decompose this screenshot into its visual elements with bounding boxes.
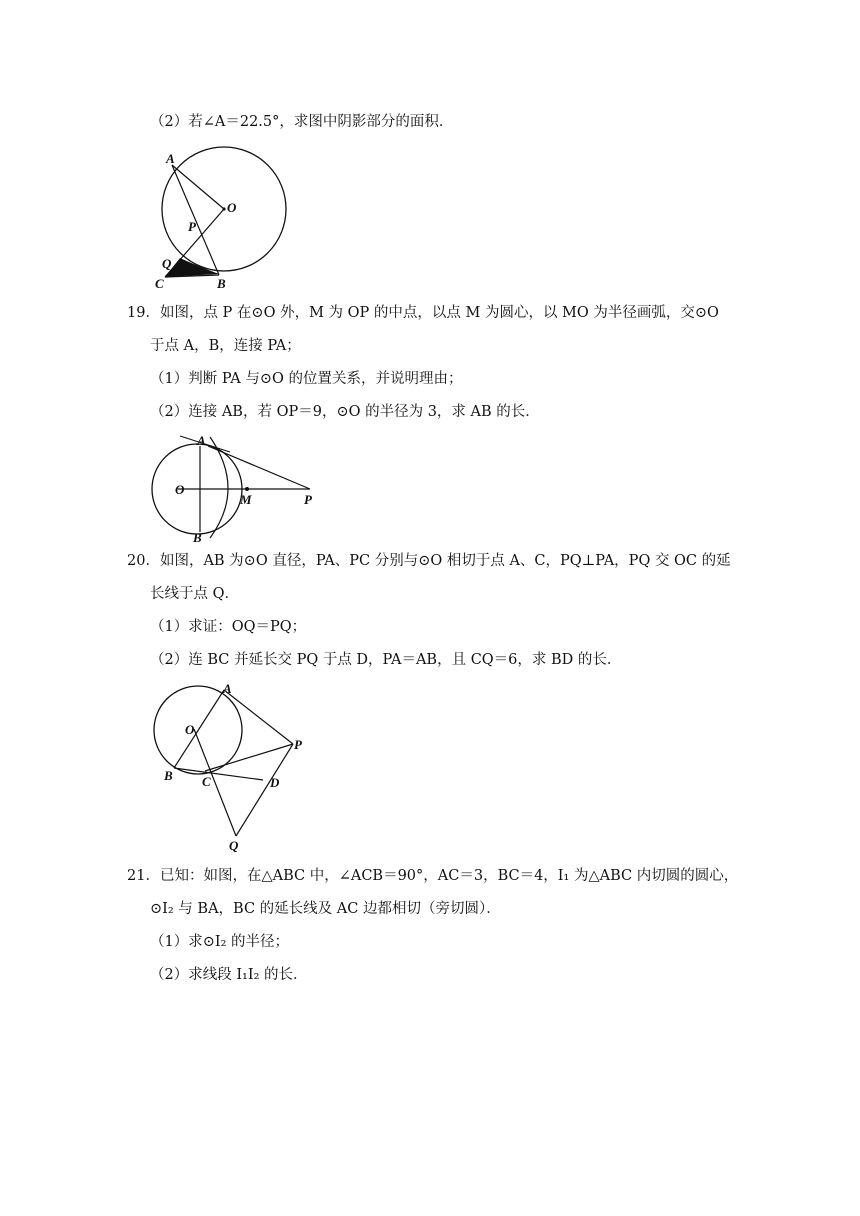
- q20-label-a: A: [223, 681, 232, 696]
- q20-part1: （1）求证：OQ＝PQ；: [150, 619, 307, 635]
- q20-label-q: Q: [229, 838, 239, 852]
- q18-label-o: O: [227, 200, 237, 215]
- q19-label-o: O: [175, 482, 185, 497]
- q20-part2: （2）连 BC 并延长交 PQ 于点 D，PA＝AB，且 CQ＝6，求 BD 的长．: [150, 652, 622, 668]
- q21-part2: （2）求线段 I₁I₂ 的长．: [150, 967, 308, 983]
- q19-part1: （1）判断 PA 与⊙O 的位置关系，并说明理由；: [150, 371, 463, 387]
- q18-figure: [150, 145, 295, 293]
- q20-stem-line2: 长线于点 Q．: [150, 586, 239, 602]
- q20-label-d: D: [270, 775, 280, 790]
- q18-label-b: B: [217, 276, 226, 291]
- q19-label-p: P: [304, 492, 312, 507]
- q19-label-b: B: [193, 530, 202, 544]
- q18-label-q: Q: [162, 256, 172, 271]
- q18-part2: （2）若∠A＝22.5°，求图中阴影部分的面积．: [150, 114, 454, 130]
- q18-label-c: C: [155, 276, 164, 291]
- q20-figure: [150, 680, 310, 852]
- q21-part1: （1）求⊙I₂ 的半径；: [150, 934, 290, 950]
- q21-stem-line2: ⊙I₂ 与 BA，BC 的延长线及 AC 边都相切（旁切圆）．: [150, 901, 501, 917]
- q20-stem-line1: 20．如图，AB 为⊙O 直径，PA、PC 分别与⊙O 相切于点 A、C，PQ⊥PA，PQ 交 OC 的延: [127, 553, 731, 569]
- q20-label-c: C: [202, 774, 211, 789]
- q19-label-a: A: [197, 433, 206, 448]
- q19-stem-line1: 19．如图，点 P 在⊙O 外，M 为 OP 的中点，以点 M 为圆心，以 MO 为半径画弧，交⊙O: [127, 305, 719, 321]
- q18-label-a: A: [166, 151, 175, 166]
- q19-stem-line2: 于点 A，B，连接 PA；: [150, 338, 301, 354]
- q18-label-p: P: [188, 219, 196, 234]
- q20-label-p: P: [294, 737, 302, 752]
- q20-label-b: B: [164, 768, 173, 783]
- q19-label-m: M: [240, 492, 252, 507]
- q19-figure: [150, 432, 325, 544]
- q21-stem-line1: 21．已知：如图，在△ABC 中，∠ACB＝90°，AC＝3，BC＝4，I₁ 为△ABC 内切圆的圆心，: [127, 868, 739, 884]
- q19-part2: （2）连接 AB，若 OP＝9，⊙O 的半径为 3，求 AB 的长．: [150, 404, 540, 420]
- q20-label-o: O: [185, 722, 195, 737]
